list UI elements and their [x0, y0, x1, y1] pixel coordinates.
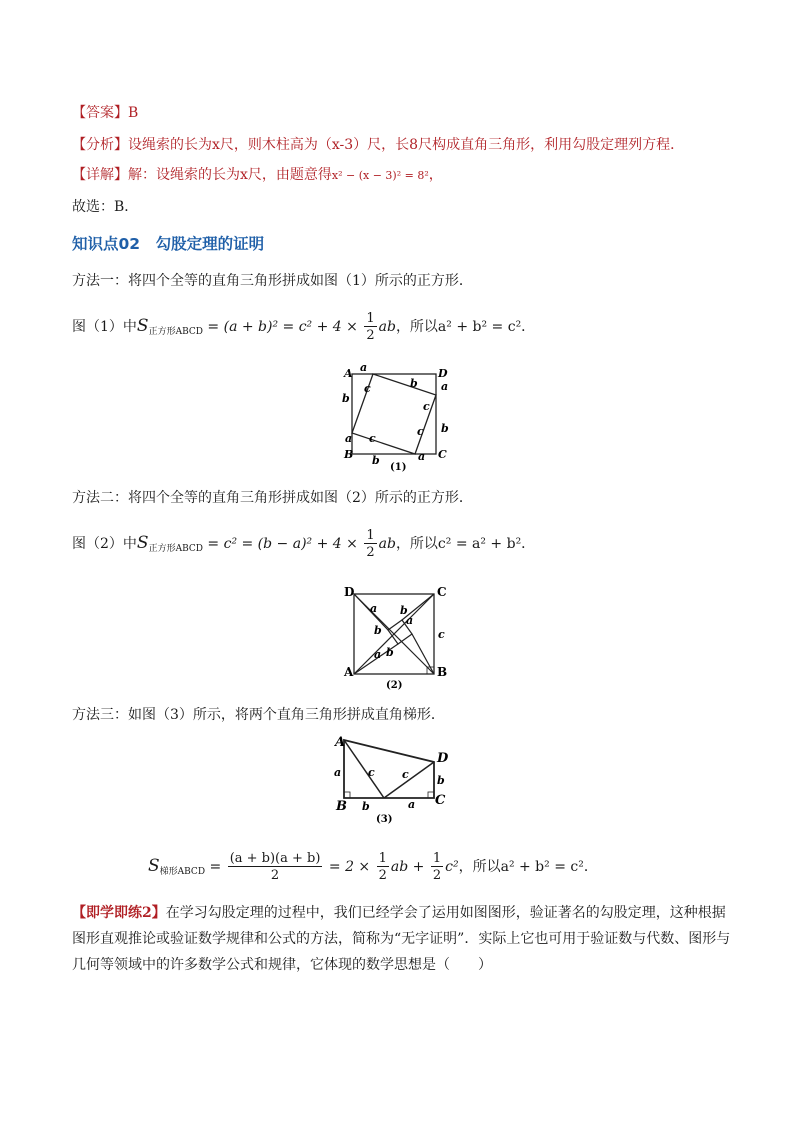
method2-formula-prefix: 图（2）中	[72, 536, 137, 552]
half-fraction: $\frac{1}{2}$	[366, 311, 375, 343]
method1-S-sub: 正方形ABCD	[148, 327, 203, 337]
figure2-vertex-A: A	[344, 665, 354, 679]
figure3-caption: (3)	[376, 814, 393, 825]
figure1-hyp-c-3: c	[369, 432, 376, 445]
figure2-diagram	[340, 584, 455, 694]
figure1-caption: (1)	[390, 462, 407, 473]
half-fraction-4	[431, 852, 443, 882]
figure1-vertex-A: A	[344, 367, 353, 380]
method3-S-sub: 梯形ABCD	[159, 867, 206, 877]
figure3-vertex-C: C	[435, 793, 446, 808]
half-fraction-3	[377, 852, 389, 882]
detail-text: 解：设绳索的长为x尺，由题意得	[128, 167, 332, 183]
figure1-side-a-bottom: a	[418, 450, 426, 463]
figure1-hyp-c-4: c	[417, 425, 424, 438]
method1-conclusion: ，所以a² + b² = c²．	[395, 319, 536, 335]
method1-formula-left: = (a + b)² = c² + 4 ×	[207, 319, 358, 335]
figure2-vertex-B: B	[437, 665, 448, 679]
figure3-label-b-right: b	[437, 774, 445, 787]
figure3-label-b-bottom: b	[362, 800, 370, 813]
figure2-label-a-2: a	[406, 614, 414, 627]
figure1-hyp-c-2: c	[423, 400, 430, 413]
figure1-hyp-c-1: c	[364, 382, 371, 395]
method1-formula-prefix: 图（1）中	[72, 319, 137, 335]
figure3-trapezoid	[344, 740, 434, 798]
detail-tag: 【详解】	[72, 167, 128, 183]
half4-num: 1	[432, 851, 442, 866]
method2-text: 方法二：将四个全等的直角三角形拼成如图（2）所示的正方形．	[72, 490, 473, 506]
figure1-side-a-top: a	[360, 361, 368, 374]
figure3-label-a-bottom: a	[408, 798, 416, 811]
half-fraction-2: $\frac{1}{2}$	[366, 528, 375, 560]
figure2-label-c: c	[438, 628, 445, 641]
detail-suffix: ，	[428, 167, 443, 183]
figure2-label-b-3: b	[386, 646, 394, 659]
exercise-tag: 【即学即练2】	[72, 905, 166, 921]
figure1-vertex-B: B	[344, 448, 354, 461]
method3-text: 方法三：如图（3）所示，将两个直角三角形拼成直角梯形．	[72, 707, 445, 723]
method2-conclusion: ，所以c² = a² + b²．	[395, 536, 536, 552]
figure2-label-a-1: a	[370, 602, 378, 615]
figure1-side-b-bottom: b	[372, 454, 380, 467]
section-title: 知识点02 勾股定理的证明	[72, 235, 265, 253]
half4-den: 2	[432, 868, 442, 883]
method3-mid: = 2 ×	[328, 859, 371, 875]
figure2-label-a-3: a	[374, 648, 382, 661]
analysis-line	[72, 134, 684, 154]
half3-den: 2	[378, 868, 387, 883]
figure1-diagram	[338, 360, 456, 474]
method1-formula-right: ab	[378, 319, 396, 335]
figure3-label-c-2: c	[402, 768, 409, 781]
method1-formula: 图（1）中$S_{正方形ABCD} = (a + b)^2 = c^2 + 4$ × $\frac{1}{2}$ ab，所以a² + b² = c²．	[72, 311, 536, 343]
detail-equation: x² − (x − 3)² = 8²	[331, 169, 429, 182]
trapezoid-fraction-num: (a + b)(a + b)	[229, 851, 321, 866]
trapezoid-fraction-den: 2	[270, 868, 280, 883]
method3-ab: ab +	[390, 859, 425, 875]
figure3-vertex-B: B	[336, 799, 347, 814]
exercise-text: 在学习勾股定理的过程中，我们已经学会了运用如图图形，验证著名的勾股定理，这种根据图形直观推论或验证数学规律和公式的方法，简称为“无字证明”．实际上它也可用于验证数与代数、图形与几何等领域中的许多数学公式和规律，它体现的数学思想是（ ）	[72, 905, 731, 973]
figure3-diagram	[330, 732, 455, 826]
method2-formula: 图（2）中$S_{正方形ABCD} = c^2 = (b - a)^2 + 4$ × $\frac{1}{2}$ ab，所以c² = a² + b²．	[72, 528, 536, 560]
answer-tag: 【答案】	[72, 105, 128, 121]
exercise-paragraph	[72, 900, 732, 978]
figure1-side-a-right: a	[441, 380, 449, 393]
figure1-side-b-top: b	[410, 377, 418, 390]
method2-formula-right: ab	[378, 536, 396, 552]
answer-value: B	[128, 105, 139, 121]
analysis-text: 设绳索的长为x尺，则木柱高为（x-3）尺，长8尺构成直角三角形，利用勾股定理列方程．	[128, 137, 685, 153]
method3-c2: c²	[445, 859, 459, 875]
figure1-side-b-right: b	[441, 422, 449, 435]
half3-num: 1	[378, 851, 387, 866]
figure2-vertex-D: D	[344, 585, 355, 599]
trapezoid-fraction	[228, 852, 323, 882]
choose-line: 故选：B．	[72, 199, 139, 215]
method3-conclusion: ，所以a² + b² = c²．	[458, 859, 598, 875]
detail-line	[72, 164, 443, 184]
figure1-side-b-left: b	[342, 392, 350, 405]
method3-formula: $S_{梯形ABCD}$ = $\frac{(a + b)(a + b)}{2}$ = 2 × $\frac{1}{2}$ ab + $\frac{1}{2}$ c²，所以a² + b² = c²．	[148, 851, 598, 883]
figure2-label-b-1: b	[400, 604, 408, 617]
figure2-label-b-2: b	[374, 624, 382, 637]
analysis-tag: 【分析】	[72, 137, 128, 153]
figure1-vertex-D: D	[438, 367, 448, 380]
figure3-label-c-1: c	[368, 766, 375, 779]
answer-line	[72, 102, 138, 122]
figure3-vertex-D: D	[437, 751, 449, 766]
method1-text: 方法一：将四个全等的直角三角形拼成如图（1）所示的正方形．	[72, 273, 473, 289]
figure1-vertex-C: C	[438, 448, 447, 461]
figure1-side-a-left: a	[345, 432, 353, 445]
figure3-vertex-A: A	[335, 735, 346, 750]
method2-formula-left: = c² = (b − a)² + 4 ×	[207, 536, 358, 552]
figure3-label-a-left: a	[334, 766, 342, 779]
method2-S-sub: 正方形ABCD	[148, 544, 203, 554]
figure2-vertex-C: C	[437, 585, 447, 599]
figure2-caption: (2)	[386, 680, 403, 691]
